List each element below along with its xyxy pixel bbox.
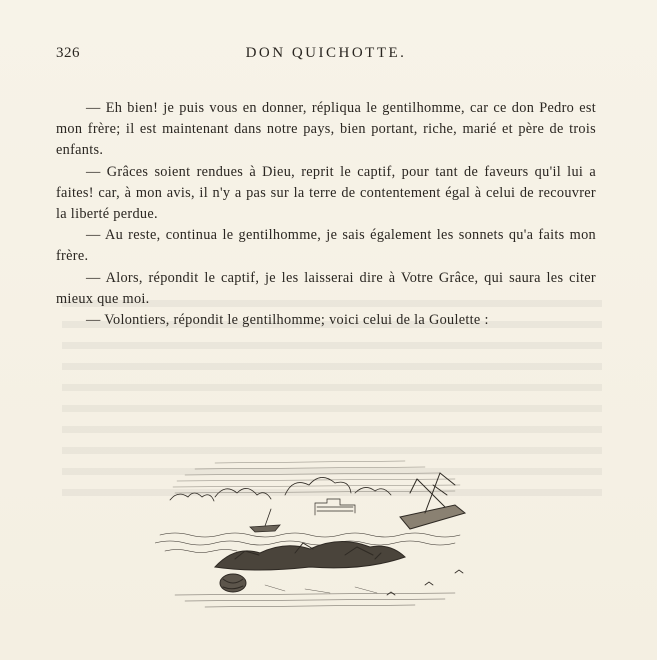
engraving-shipwreck-battlefield-icon	[155, 455, 480, 615]
paragraph: — Grâces soient rendues à Dieu, reprit le captif, pour tant de faveurs qu'il lui a faites! car, à mon avis, il n'y a pas sur la terre de contentement égal à celui de recouvrer la liberté perdue.	[56, 163, 596, 223]
page-number: 326	[56, 45, 80, 61]
paragraph: — Au reste, continua le gentilhomme, je sais également les sonnets qu'a faits mon frère.	[56, 227, 596, 265]
paragraph: — Volontiers, répondit le gentilhomme; voici celui de la Goulette :	[86, 312, 489, 329]
paragraph: — Alors, répondit le captif, je les laisserai dire à Votre Grâce, qui saura les citer mieux que moi.	[56, 269, 596, 307]
running-title: DON QUICHOTTE.	[245, 45, 407, 61]
paragraph: — Eh bien! je puis vous en donner, répliqua le gentilhomme, car ce don Pedro est mon frère; il est maintenant dans notre pays, bien portant, riche, marié et père de trois enfants.	[56, 100, 596, 159]
page-header	[56, 45, 596, 63]
body-text	[56, 98, 596, 331]
